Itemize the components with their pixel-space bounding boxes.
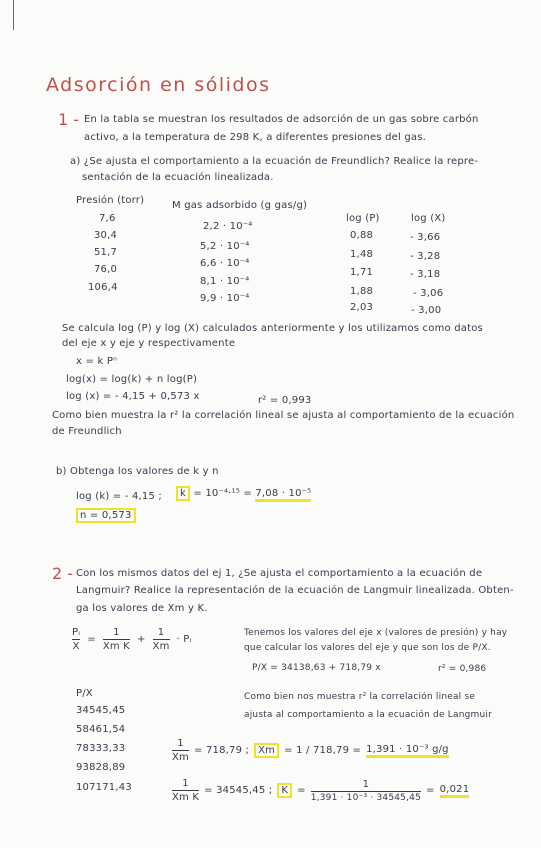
- table-row-2-pressure: 30,4: [94, 230, 118, 241]
- q1-conclusion-line1: Como bien muestra la r² la correlación lineal se ajusta al comportamiento de la ecuación: [52, 410, 515, 421]
- q1-b-line: b) Obtenga los valores de k y n: [56, 466, 219, 477]
- px-value-1: 34545,45: [76, 705, 126, 716]
- q2-line2: Langmuir? Realice la representación de la ecuación de Langmuir linealizada. Obten-: [76, 585, 514, 596]
- n-value: n = 0,573: [76, 508, 136, 523]
- q2-comment-line2: ajusta al comportamiento a la ecuación de Langmuir: [244, 710, 492, 720]
- table-row-1-logx: - 3,66: [410, 232, 441, 243]
- table-row-3-logx: - 3,18: [410, 269, 441, 280]
- table-row-5-logp: 2,03: [350, 302, 374, 313]
- table-header-logx: log (X): [411, 213, 446, 224]
- table-row-1-pressure: 7,6: [99, 213, 116, 224]
- px-value-5: 107171,43: [76, 782, 132, 793]
- langmuir-formula: $\frac{\text{Pᵢ}}{X}$ = $\frac{1}{\text{Xm K}}$ + $\frac{1}{Xm}$ · Pᵢ: [72, 627, 192, 652]
- formula-term-1: $\frac{1}{\text{Xm K}}$: [102, 627, 130, 652]
- q2-note-line1: Tenemos los valores del eje x (valores de presión) y hay: [244, 628, 508, 638]
- k-rhs: $\frac{1}{\text{1,391 · 10⁻³ · 34545,45}}$: [310, 778, 422, 803]
- k-value: 7,08 · 10⁻⁵: [255, 488, 311, 502]
- q1-intro-line2: activo, a la temperatura de 298 K, a diferentes presiones del gas.: [84, 132, 427, 143]
- q1-a-line2: sentación de la ecuación linealizada.: [82, 172, 274, 183]
- table-row-1-mass: 2,2 · 10⁻⁴: [203, 221, 253, 232]
- table-row-5-logx: - 3,00: [411, 305, 442, 316]
- question-1-number: 1 -: [58, 110, 80, 129]
- px-value-3: 78333,33: [76, 743, 126, 754]
- freundlich-r2: r² = 0,993: [258, 395, 312, 406]
- px-header: P/X: [76, 688, 93, 699]
- formula-lhs: $\frac{\text{Pᵢ}}{X}$: [72, 627, 81, 652]
- freundlich-regression: log (x) = - 4,15 + 0,573 x: [66, 391, 200, 402]
- q1-b-k-result: [176, 488, 311, 499]
- q1-calc-line2: del eje x y eje y respectivamente: [62, 338, 236, 349]
- px-value-4: 93828,89: [76, 762, 126, 773]
- xm-highlight: Xm: [254, 743, 279, 758]
- table-row-3-pressure: 51,7: [94, 247, 118, 258]
- table-row-4-mass: 8,1 · 10⁻⁴: [200, 276, 250, 287]
- k2-highlight: K: [277, 783, 292, 798]
- table-header-pressure: Presión (torr): [76, 195, 145, 206]
- formula-term-2: $\frac{1}{Xm}$: [152, 627, 170, 652]
- page-title: Adsorción en sólidos: [46, 74, 271, 96]
- table-header-logp: log (P): [346, 213, 380, 224]
- langmuir-r2: r² = 0,986: [438, 664, 487, 674]
- freundlich-log-equation: log(x) = log(k) + n log(P): [66, 374, 198, 385]
- k-result: $\frac{1}{\text{Xm K}}$ = 34545,45 ; K = $\frac{1}{\text{1,391 · 10⁻³ · 34545,45}}$ = 0,021: [172, 778, 470, 803]
- langmuir-regression: P/X = 34138,63 + 718,79 x: [252, 663, 381, 673]
- k2-value: 0,021: [440, 784, 470, 798]
- xm-value: 1,391 · 10⁻³ g/g: [366, 744, 449, 758]
- table-row-2-logp: 1,48: [350, 249, 374, 260]
- xm-result: $\frac{1}{Xm}$ = 718,79 ; Xm = 1 / 718,79 = 1,391 · 10⁻³ g/g: [172, 738, 449, 763]
- q1-intro-line1: En la tabla se muestran los resultados de adsorción de un gas sobre carbón: [84, 114, 479, 125]
- q1-b-logk: log (k) = - 4,15 ;: [76, 491, 162, 502]
- k-lhs: $\frac{1}{\text{Xm K}}$: [172, 778, 200, 803]
- table-row-5-pressure: 106,4: [88, 282, 118, 293]
- table-row-4-pressure: 76,0: [94, 264, 118, 275]
- table-row-5-mass: 9,9 · 10⁻⁴: [200, 293, 250, 304]
- table-row-2-logx: - 3,28: [410, 251, 441, 262]
- margin-line: [13, 0, 14, 30]
- q1-a-line1: a) ¿Se ajusta el comportamiento a la ecuación de Freundlich? Realice la repre-: [70, 156, 479, 167]
- table-row-4-logx: - 3,06: [413, 288, 444, 299]
- table-row-1-logp: 0,88: [350, 230, 374, 241]
- table-header-mass: M gas adsorbido (g gas/g): [172, 200, 308, 211]
- q1-b-n-result: [76, 510, 136, 521]
- table-row-2-mass: 5,2 · 10⁻⁴: [200, 241, 250, 252]
- xm-lhs: $\frac{1}{Xm}$: [172, 738, 189, 763]
- q1-conclusion-line2: de Freundlich: [52, 426, 122, 437]
- k-expression: = 10⁻⁴·¹⁵ =: [193, 488, 252, 499]
- q2-comment-line1: Como bien nos muestra r² la correlación lineal se: [244, 692, 476, 702]
- q2-note-line2: que calcular los valores del eje y que son los de P/X.: [244, 643, 491, 653]
- q2-line3: ga los valores de Xm y K.: [76, 603, 208, 614]
- q2-line1: Con los mismos datos del ej 1, ¿Se ajusta el comportamiento a la ecuación de: [76, 568, 483, 579]
- px-value-2: 58461,54: [76, 724, 126, 735]
- q1-calc-line1: Se calcula log (P) y log (X) calculados anteriormente y los utilizamos como datos: [62, 323, 483, 334]
- table-row-3-logp: 1,71: [350, 267, 374, 278]
- k-highlight: k: [176, 486, 190, 501]
- question-2-number: 2 -: [52, 564, 74, 583]
- table-row-4-logp: 1,88: [350, 286, 374, 297]
- freundlich-equation: x = k Pⁿ: [76, 356, 118, 367]
- table-row-3-mass: 6,6 · 10⁻⁴: [200, 258, 250, 269]
